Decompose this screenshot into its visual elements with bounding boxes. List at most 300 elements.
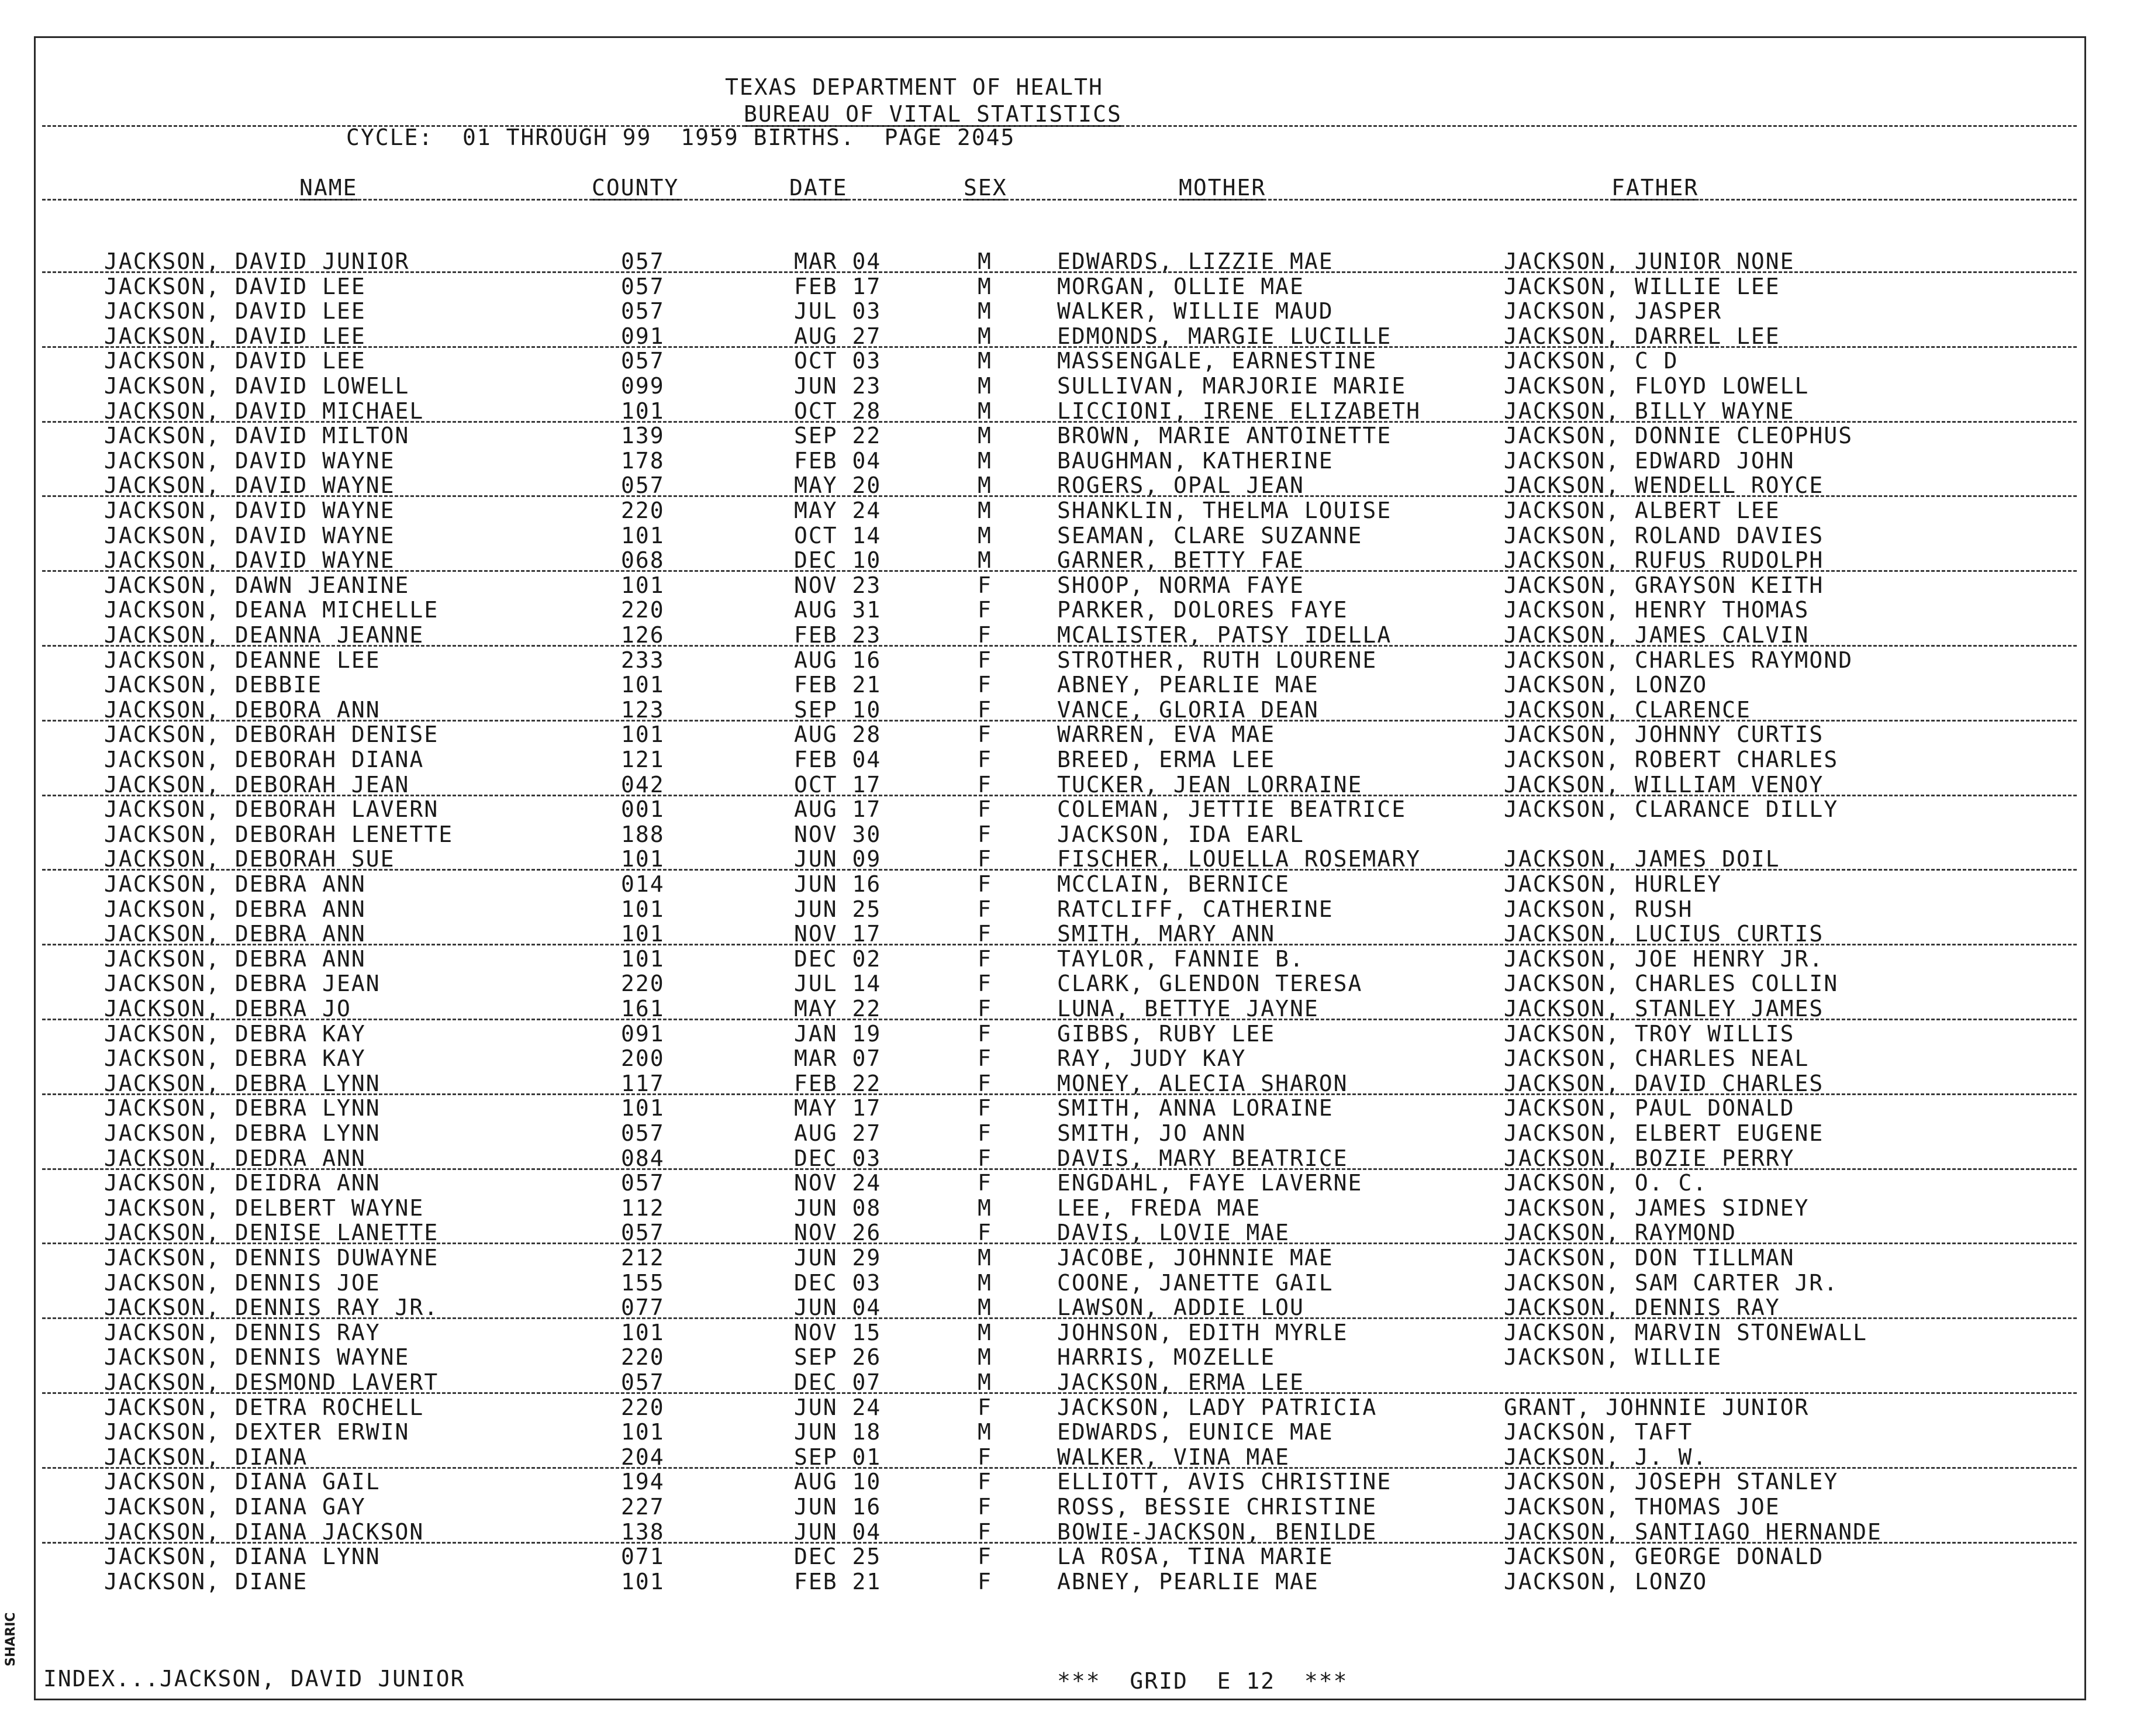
record-county: 101 — [621, 722, 665, 747]
record-mother: BROWN, MARIE ANTOINETTE — [1057, 423, 1392, 448]
record-sex: F — [978, 1220, 992, 1245]
record-father: JACKSON, GRAYSON KEITH — [1504, 572, 1824, 598]
record-sex: M — [978, 1344, 992, 1370]
record-sex: M — [978, 448, 992, 474]
record-name: JACKSON, DAVID LEE — [104, 274, 366, 299]
record-father: JACKSON, HURLEY — [1504, 871, 1722, 897]
record-mother: DAVIS, LOVIE MAE — [1057, 1220, 1290, 1245]
record-sex: F — [978, 1519, 992, 1545]
record-date: FEB 21 — [794, 1569, 882, 1595]
record-name: JACKSON, DIANA JACKSON — [104, 1519, 424, 1545]
record-sex: F — [978, 1395, 992, 1420]
record-mother: LA ROSA, TINA MARIE — [1057, 1544, 1334, 1569]
record-mother: GIBBS, RUBY LEE — [1057, 1021, 1276, 1047]
record-father: JACKSON, CHARLES RAYMOND — [1504, 647, 1853, 673]
record-father: JACKSON, BOZIE PERRY — [1504, 1145, 1795, 1171]
record-date: FEB 04 — [794, 747, 882, 772]
row-group-rule — [42, 869, 2077, 871]
record-father: JACKSON, LUCIUS CURTIS — [1504, 921, 1824, 947]
record-name: JACKSON, DAWN JEANINE — [104, 572, 410, 598]
record-date: DEC 07 — [794, 1369, 882, 1395]
record-date: OCT 03 — [794, 348, 882, 374]
record-county: 101 — [621, 672, 665, 698]
record-mother: JOHNSON, EDITH MYRLE — [1057, 1320, 1348, 1345]
record-date: MAR 07 — [794, 1045, 882, 1071]
record-name: JACKSON, DAVID WAYNE — [104, 498, 395, 523]
record-date: FEB 04 — [794, 448, 882, 474]
record-date: DEC 03 — [794, 1270, 882, 1296]
record-mother: SHOOP, NORMA FAYE — [1057, 572, 1304, 598]
record-sex: F — [978, 1095, 992, 1121]
row-group-rule — [42, 645, 2077, 647]
record-sex: M — [978, 323, 992, 349]
record-date: AUG 31 — [794, 597, 882, 623]
record-mother: WALKER, VINA MAE — [1057, 1444, 1290, 1470]
record-name: JACKSON, DENNIS DUWAYNE — [104, 1245, 439, 1271]
record-county: 220 — [621, 971, 665, 996]
record-name: JACKSON, DEBRA JEAN — [104, 971, 381, 996]
record-father: JACKSON, JUNIOR NONE — [1504, 249, 1795, 274]
record-sex: M — [978, 1295, 992, 1320]
row-group-rule — [42, 570, 2077, 572]
record-sex: F — [978, 822, 992, 847]
record-date: JUN 04 — [794, 1295, 882, 1320]
record-date: SEP 22 — [794, 423, 882, 448]
record-county: 178 — [621, 448, 665, 474]
record-county: 101 — [621, 946, 665, 972]
record-name: JACKSON, DESMOND LAVERT — [104, 1369, 439, 1395]
record-date: OCT 28 — [794, 398, 882, 424]
record-sex: F — [978, 1469, 992, 1495]
record-father: JACKSON, C D — [1504, 348, 1679, 374]
record-sex: F — [978, 572, 992, 598]
record-date: DEC 25 — [794, 1544, 882, 1569]
record-mother: HARRIS, MOZELLE — [1057, 1344, 1276, 1370]
record-sex: F — [978, 597, 992, 623]
record-father: JACKSON, JAMES CALVIN — [1504, 622, 1810, 648]
record-county: 084 — [621, 1145, 665, 1171]
record-county: 220 — [621, 597, 665, 623]
record-county: 099 — [621, 373, 665, 399]
record-mother: RAY, JUDY KAY — [1057, 1045, 1247, 1071]
record-date: JAN 19 — [794, 1021, 882, 1047]
record-county: 101 — [621, 896, 665, 922]
record-county: 123 — [621, 697, 665, 723]
record-mother: JACKSON, ERMA LEE — [1057, 1369, 1304, 1395]
record-sex: F — [978, 772, 992, 798]
record-sex: M — [978, 398, 992, 424]
record-county: 212 — [621, 1245, 665, 1271]
record-date: NOV 24 — [794, 1170, 882, 1196]
record-county: 117 — [621, 1071, 665, 1096]
record-county: 057 — [621, 298, 665, 324]
record-county: 220 — [621, 1344, 665, 1370]
record-mother: MCCLAIN, BERNICE — [1057, 871, 1290, 897]
record-sex: F — [978, 1444, 992, 1470]
record-sex: F — [978, 747, 992, 772]
record-county: 227 — [621, 1494, 665, 1520]
record-county: 068 — [621, 547, 665, 573]
record-date: OCT 14 — [794, 523, 882, 548]
record-mother: ABNEY, PEARLIE MAE — [1057, 1569, 1319, 1595]
record-father: JACKSON, CLARENCE — [1504, 697, 1751, 723]
record-county: 057 — [621, 1220, 665, 1245]
record-father: JACKSON, SAM CARTER JR. — [1504, 1270, 1839, 1296]
record-date: AUG 27 — [794, 1120, 882, 1146]
record-name: JACKSON, DAVID LOWELL — [104, 373, 410, 399]
row-group-rule — [42, 495, 2077, 497]
record-county: 220 — [621, 498, 665, 523]
record-name: JACKSON, DAVID WAYNE — [104, 472, 395, 498]
record-date: NOV 30 — [794, 822, 882, 847]
record-mother: WARREN, EVA MAE — [1057, 722, 1276, 747]
record-mother: ABNEY, PEARLIE MAE — [1057, 672, 1319, 698]
record-mother: MONEY, ALECIA SHARON — [1057, 1071, 1348, 1096]
record-father: GRANT, JOHNNIE JUNIOR — [1504, 1395, 1810, 1420]
record-date: JUN 16 — [794, 871, 882, 897]
record-father: JACKSON, RUFUS RUDOLPH — [1504, 547, 1824, 573]
record-sex: F — [978, 672, 992, 698]
record-name: JACKSON, DIANE — [104, 1569, 308, 1595]
record-name: JACKSON, DEBORAH DENISE — [104, 722, 439, 747]
record-date: JUN 18 — [794, 1419, 882, 1445]
record-sex: M — [978, 249, 992, 274]
record-mother: ENGDAHL, FAYE LAVERNE — [1057, 1170, 1363, 1196]
record-father: JACKSON, JOE HENRY JR. — [1504, 946, 1824, 972]
record-date: OCT 17 — [794, 772, 882, 798]
record-sex: M — [978, 523, 992, 548]
record-mother: BOWIE-JACKSON, BENILDE — [1057, 1519, 1378, 1545]
record-mother: SULLIVAN, MARJORIE MARIE — [1057, 373, 1407, 399]
record-name: JACKSON, DENNIS RAY — [104, 1320, 381, 1345]
record-father: JACKSON, BILLY WAYNE — [1504, 398, 1795, 424]
record-sex: M — [978, 1320, 992, 1345]
record-date: NOV 15 — [794, 1320, 882, 1345]
record-mother: SMITH, MARY ANN — [1057, 921, 1276, 947]
record-county: 091 — [621, 1021, 665, 1047]
record-father: JACKSON, FLOYD LOWELL — [1504, 373, 1810, 399]
record-name: JACKSON, DEANNA JEANNE — [104, 622, 424, 648]
record-mother: EDWARDS, LIZZIE MAE — [1057, 249, 1334, 274]
record-county: 057 — [621, 274, 665, 299]
record-mother: LEE, FREDA MAE — [1057, 1195, 1261, 1221]
record-father: JACKSON, DONNIE CLEOPHUS — [1504, 423, 1853, 448]
record-father: JACKSON, JAMES SIDNEY — [1504, 1195, 1810, 1221]
report-title-line2: BUREAU OF VITAL STATISTICS — [744, 101, 1122, 127]
record-mother: ELLIOTT, AVIS CHRISTINE — [1057, 1469, 1392, 1495]
record-date: JUL 03 — [794, 298, 882, 324]
record-name: JACKSON, DEBORAH LAVERN — [104, 796, 439, 822]
record-date: JUN 29 — [794, 1245, 882, 1271]
record-mother: JACKSON, IDA EARL — [1057, 822, 1304, 847]
record-name: JACKSON, DIANA — [104, 1444, 308, 1470]
record-sex: F — [978, 1494, 992, 1520]
record-date: SEP 01 — [794, 1444, 882, 1470]
record-mother: JACOBE, JOHNNIE MAE — [1057, 1245, 1334, 1271]
record-county: 161 — [621, 996, 665, 1021]
record-mother: TUCKER, JEAN LORRAINE — [1057, 772, 1363, 798]
record-name: JACKSON, DIANA GAY — [104, 1494, 366, 1520]
record-date: AUG 17 — [794, 796, 882, 822]
record-mother: EDWARDS, EUNICE MAE — [1057, 1419, 1334, 1445]
column-header-father: FATHER — [1611, 175, 1699, 201]
record-mother: SMITH, ANNA LORAINE — [1057, 1095, 1334, 1121]
record-mother: LAWSON, ADDIE LOU — [1057, 1295, 1304, 1320]
record-mother: DAVIS, MARY BEATRICE — [1057, 1145, 1348, 1171]
record-sex: F — [978, 1120, 992, 1146]
record-name: JACKSON, DEIDRA ANN — [104, 1170, 381, 1196]
record-county: 233 — [621, 647, 665, 673]
row-group-rule — [42, 271, 2077, 273]
index-label: INDEX...JACKSON, DAVID JUNIOR — [43, 1666, 465, 1692]
record-mother: SHANKLIN, THELMA LOUISE — [1057, 498, 1392, 523]
record-father: JACKSON, JOHNNY CURTIS — [1504, 722, 1824, 747]
record-sex: F — [978, 971, 992, 996]
record-date: DEC 10 — [794, 547, 882, 573]
record-mother: BREED, ERMA LEE — [1057, 747, 1276, 772]
record-father: JACKSON, DENNIS RAY — [1504, 1295, 1780, 1320]
record-sex: F — [978, 1045, 992, 1071]
row-group-rule — [42, 1317, 2077, 1319]
record-county: 112 — [621, 1195, 665, 1221]
record-mother: GARNER, BETTY FAE — [1057, 547, 1304, 573]
record-sex: M — [978, 1419, 992, 1445]
record-name: JACKSON, DEBRA ANN — [104, 896, 366, 922]
record-county: 057 — [621, 348, 665, 374]
record-name: JACKSON, DAVID LEE — [104, 298, 366, 324]
record-mother: MASSENGALE, EARNESTINE — [1057, 348, 1378, 374]
record-date: JUN 23 — [794, 373, 882, 399]
record-date: AUG 10 — [794, 1469, 882, 1495]
record-name: JACKSON, DELBERT WAYNE — [104, 1195, 424, 1221]
record-date: MAY 24 — [794, 498, 882, 523]
record-father: JACKSON, PAUL DONALD — [1504, 1095, 1795, 1121]
record-name: JACKSON, DEBBIE — [104, 672, 323, 698]
record-county: 200 — [621, 1045, 665, 1071]
record-mother: MCALISTER, PATSY IDELLA — [1057, 622, 1392, 648]
record-county: 101 — [621, 921, 665, 947]
record-date: JUN 16 — [794, 1494, 882, 1520]
side-label: SHARIC — [4, 1612, 18, 1666]
record-sex: F — [978, 896, 992, 922]
record-county: 101 — [621, 1419, 665, 1445]
record-sex: M — [978, 348, 992, 374]
record-name: JACKSON, DETRA ROCHELL — [104, 1395, 424, 1420]
column-header-date: DATE — [789, 175, 848, 201]
record-father: JACKSON, WENDELL ROYCE — [1504, 472, 1824, 498]
record-mother: VANCE, GLORIA DEAN — [1057, 697, 1319, 723]
record-date: DEC 02 — [794, 946, 882, 972]
record-name: JACKSON, DEDRA ANN — [104, 1145, 366, 1171]
record-name: JACKSON, DEBRA LYNN — [104, 1095, 381, 1121]
record-county: 121 — [621, 747, 665, 772]
record-county: 126 — [621, 622, 665, 648]
column-header-sex: SEX — [964, 175, 1007, 201]
record-mother: EDMONDS, MARGIE LUCILLE — [1057, 323, 1392, 349]
record-county: 101 — [621, 572, 665, 598]
record-name: JACKSON, DEBRA KAY — [104, 1045, 366, 1071]
record-father: JACKSON, WILLIE LEE — [1504, 274, 1780, 299]
record-county: 101 — [621, 523, 665, 548]
record-sex: F — [978, 647, 992, 673]
record-father: JACKSON, RAYMOND — [1504, 1220, 1737, 1245]
record-father: JACKSON, WILLIAM VENOY — [1504, 772, 1824, 798]
record-father: JACKSON, JOSEPH STANLEY — [1504, 1469, 1839, 1495]
record-county: 001 — [621, 796, 665, 822]
record-county: 204 — [621, 1444, 665, 1470]
record-mother: MORGAN, OLLIE MAE — [1057, 274, 1304, 299]
record-sex: F — [978, 1145, 992, 1171]
record-name: JACKSON, DEBORAH LENETTE — [104, 822, 454, 847]
record-father: JACKSON, TAFT — [1504, 1419, 1693, 1445]
record-date: NOV 23 — [794, 572, 882, 598]
record-father: JACKSON, ROLAND DAVIES — [1504, 523, 1824, 548]
record-sex: F — [978, 846, 992, 872]
record-date: JUL 14 — [794, 971, 882, 996]
record-father: JACKSON, O. C. — [1504, 1170, 1708, 1196]
record-father: JACKSON, RUSH — [1504, 896, 1693, 922]
record-name: JACKSON, DAVID MILTON — [104, 423, 410, 448]
row-group-rule — [42, 944, 2077, 945]
record-date: DEC 03 — [794, 1145, 882, 1171]
record-mother: COONE, JANETTE GAIL — [1057, 1270, 1334, 1296]
record-father: JACKSON, HENRY THOMAS — [1504, 597, 1810, 623]
column-header-name: NAME — [299, 175, 358, 201]
record-name: JACKSON, DIANA LYNN — [104, 1544, 381, 1569]
record-mother: COLEMAN, JETTIE BEATRICE — [1057, 796, 1407, 822]
record-sex: F — [978, 1021, 992, 1047]
record-father: JACKSON, CLARANCE DILLY — [1504, 796, 1839, 822]
record-county: 220 — [621, 1395, 665, 1420]
header-rule-bottom — [42, 199, 2077, 201]
record-mother: RATCLIFF, CATHERINE — [1057, 896, 1334, 922]
record-county: 071 — [621, 1544, 665, 1569]
record-mother: STROTHER, RUTH LOURENE — [1057, 647, 1378, 673]
record-date: MAY 17 — [794, 1095, 882, 1121]
record-name: JACKSON, DEBORAH DIANA — [104, 747, 424, 772]
record-father: JACKSON, LONZO — [1504, 672, 1708, 698]
record-father: JACKSON, SANTIAGO HERNANDE — [1504, 1519, 1882, 1545]
record-name: JACKSON, DEANNE LEE — [104, 647, 381, 673]
record-date: SEP 10 — [794, 697, 882, 723]
record-county: 042 — [621, 772, 665, 798]
record-father: JACKSON, J. W. — [1504, 1444, 1708, 1470]
record-county: 155 — [621, 1270, 665, 1296]
record-county: 101 — [621, 1569, 665, 1595]
record-sex: M — [978, 1245, 992, 1271]
record-mother: JACKSON, LADY PATRICIA — [1057, 1395, 1378, 1420]
record-name: JACKSON, DEANA MICHELLE — [104, 597, 439, 623]
record-date: MAR 04 — [794, 249, 882, 274]
record-name: JACKSON, DENISE LANETTE — [104, 1220, 439, 1245]
record-name: JACKSON, DAVID MICHAEL — [104, 398, 424, 424]
record-name: JACKSON, DENNIS RAY JR. — [104, 1295, 439, 1320]
record-mother: CLARK, GLENDON TERESA — [1057, 971, 1363, 996]
record-county: 014 — [621, 871, 665, 897]
record-county: 057 — [621, 1120, 665, 1146]
record-father: JACKSON, ALBERT LEE — [1504, 498, 1780, 523]
record-father: JACKSON, STANLEY JAMES — [1504, 996, 1824, 1021]
record-county: 138 — [621, 1519, 665, 1545]
record-sex: M — [978, 1195, 992, 1221]
record-mother: LICCIONI, IRENE ELIZABETH — [1057, 398, 1421, 424]
record-name: JACKSON, DAVID WAYNE — [104, 547, 395, 573]
record-sex: M — [978, 373, 992, 399]
record-name: JACKSON, DENNIS WAYNE — [104, 1344, 410, 1370]
record-name: JACKSON, DAVID LEE — [104, 323, 366, 349]
record-date: FEB 17 — [794, 274, 882, 299]
record-name: JACKSON, DEBORAH SUE — [104, 846, 395, 872]
record-county: 091 — [621, 323, 665, 349]
record-date: FEB 23 — [794, 622, 882, 648]
record-mother: ROGERS, OPAL JEAN — [1057, 472, 1304, 498]
record-mother: PARKER, DOLORES FAYE — [1057, 597, 1348, 623]
record-date: JUN 04 — [794, 1519, 882, 1545]
record-name: JACKSON, DEBRA JO — [104, 996, 351, 1021]
record-father: JACKSON, GEORGE DONALD — [1504, 1544, 1824, 1569]
column-header-mother: MOTHER — [1179, 175, 1266, 201]
record-father: JACKSON, TROY WILLIS — [1504, 1021, 1795, 1047]
grid-label: *** GRID E 12 *** — [1057, 1668, 1348, 1694]
record-father: JACKSON, ROBERT CHARLES — [1504, 747, 1839, 772]
record-father: JACKSON, CHARLES COLLIN — [1504, 971, 1839, 996]
record-sex: M — [978, 547, 992, 573]
record-county: 057 — [621, 472, 665, 498]
record-sex: F — [978, 722, 992, 747]
record-date: MAY 22 — [794, 996, 882, 1021]
record-county: 101 — [621, 846, 665, 872]
record-name: JACKSON, DAVID LEE — [104, 348, 366, 374]
record-sex: F — [978, 622, 992, 648]
record-father: JACKSON, DARREL LEE — [1504, 323, 1780, 349]
record-father: JACKSON, THOMAS JOE — [1504, 1494, 1780, 1520]
record-date: JUN 09 — [794, 846, 882, 872]
record-county: 188 — [621, 822, 665, 847]
record-county: 101 — [621, 398, 665, 424]
record-sex: F — [978, 946, 992, 972]
record-sex: M — [978, 1369, 992, 1395]
record-date: NOV 17 — [794, 921, 882, 947]
record-father: JACKSON, CHARLES NEAL — [1504, 1045, 1810, 1071]
record-date: AUG 28 — [794, 722, 882, 747]
record-sex: F — [978, 1544, 992, 1569]
record-date: AUG 27 — [794, 323, 882, 349]
record-name: JACKSON, DEBRA ANN — [104, 921, 366, 947]
record-sex: F — [978, 1170, 992, 1196]
record-father: JACKSON, JAMES DOIL — [1504, 846, 1780, 872]
record-name: JACKSON, DEBORAH JEAN — [104, 772, 410, 798]
record-father: JACKSON, ELBERT EUGENE — [1504, 1120, 1824, 1146]
record-sex: F — [978, 697, 992, 723]
record-county: 101 — [621, 1320, 665, 1345]
record-county: 057 — [621, 1170, 665, 1196]
record-date: FEB 21 — [794, 672, 882, 698]
row-group-rule — [42, 1019, 2077, 1020]
record-date: JUN 25 — [794, 896, 882, 922]
record-father: JACKSON, LONZO — [1504, 1569, 1708, 1595]
record-father: JACKSON, JASPER — [1504, 298, 1722, 324]
record-name: JACKSON, DAVID WAYNE — [104, 448, 395, 474]
record-county: 101 — [621, 1095, 665, 1121]
record-mother: BAUGHMAN, KATHERINE — [1057, 448, 1334, 474]
record-mother: TAYLOR, FANNIE B. — [1057, 946, 1304, 972]
record-county: 077 — [621, 1295, 665, 1320]
record-father: JACKSON, WILLIE — [1504, 1344, 1722, 1370]
row-group-rule — [42, 1392, 2077, 1394]
record-sex: M — [978, 274, 992, 299]
record-sex: M — [978, 298, 992, 324]
record-mother: SMITH, JO ANN — [1057, 1120, 1247, 1146]
